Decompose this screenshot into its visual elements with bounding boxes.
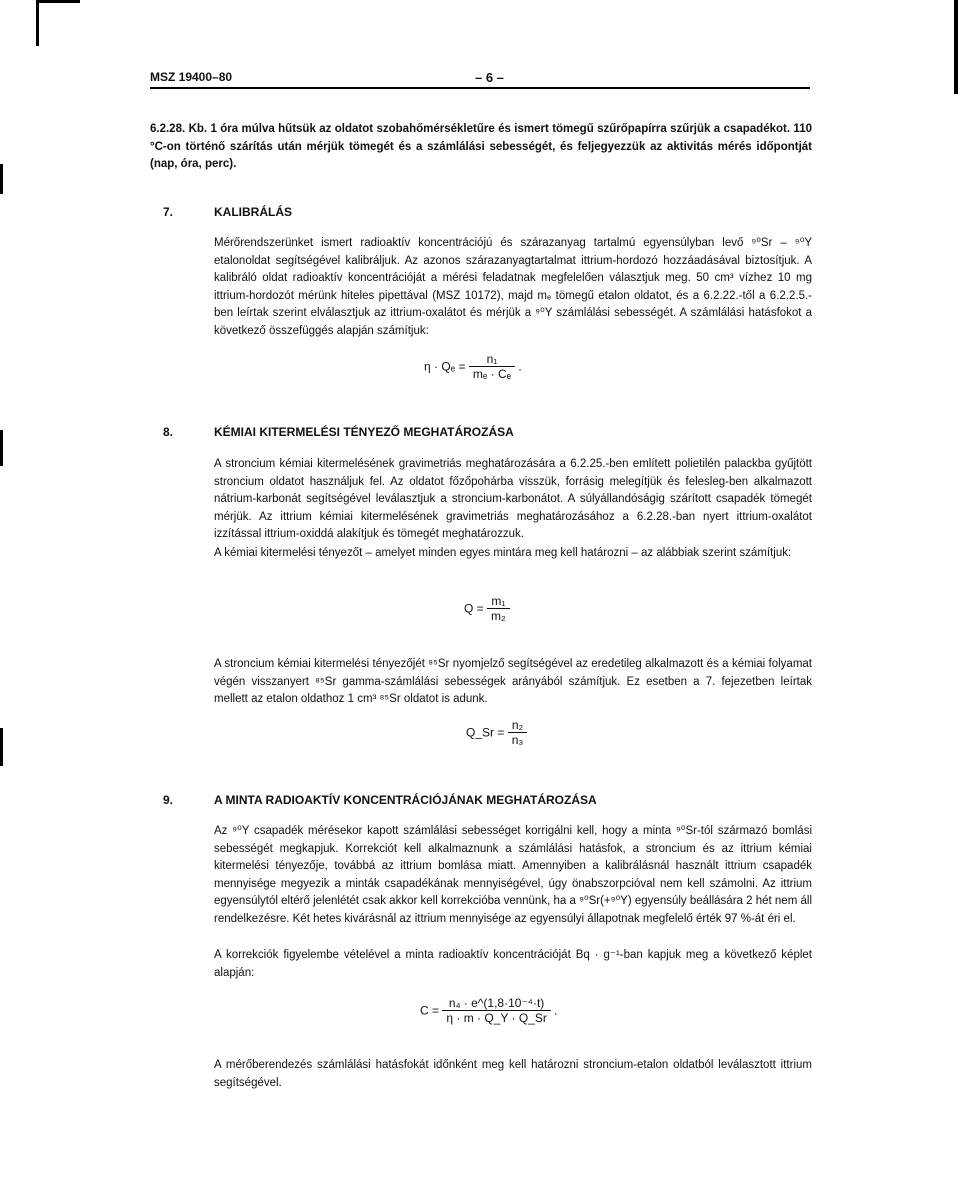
- section7-paragraph: [214, 235, 812, 341]
- header-rule: [150, 87, 810, 89]
- denominator: m₂: [491, 609, 506, 623]
- paragraph: Az ⁹⁰Y csapadék mérésekor kapott számlálási sebességet korrigálni kell, hogy a minta ⁹⁰Sr-tól származó bomlási sebességét megkapjuk. Korrekciót kell alkalmaznunk a számlálási hatásfok, a stroncium és az ittrium kémiai kitermelési tényezője, továbbá az ittrium bomlása miatt. Amennyiben a kalibrálásnál használt ittrium csapadék mennyisége megyezik a minták csapadékának mennyiségével, úgy önabszorpcióval nem kell számolni. Az ittrium egyensúlytól eltérő jelenlétét csak akkor kell korrekcióba vennünk, ha a ⁹⁰Sr(+⁹⁰Y) egyensúly beállására 2 hét nem áll rendelkezésre. Két hetes kivárásnál az ittrium mennyisége az egyensúlyi állapotnak megfelelő érték 97 %-át éri el.: [214, 825, 812, 925]
- fraction: [508, 718, 528, 747]
- fraction: [442, 996, 550, 1025]
- section-title: KÉMIAI KITERMELÉSI TÉNYEZŐ MEGHATÁROZÁSA: [214, 425, 514, 439]
- denominator: n₃: [511, 733, 524, 747]
- formula-trail: .: [518, 359, 522, 374]
- scan-frame-edge: [36, 0, 39, 46]
- section-title: A MINTA RADIOAKTÍV KONCENTRÁCIÓJÁNAK MEGHATÁROZÁSA: [214, 793, 597, 807]
- formula-trail: .: [554, 1003, 558, 1018]
- section-number: 9.: [163, 793, 174, 807]
- step-label: 6.2.28.: [150, 123, 186, 135]
- section8-paragraph1: [214, 456, 812, 544]
- numerator: n₁: [469, 352, 515, 367]
- paragraph: A stroncium kémiai kitermelési tényezőjét ⁸⁵Sr nyomjelző segítségével az eredetileg alkalmazott és a kémiai folyamat végén visszanyert ⁸⁵Sr gamma-számlálási sebességek arányából számítjuk. Ez esetben a 7. fejezetben leírtak mellett az etalon oldathoz 1 cm³ ⁸⁵Sr oldatot is adunk.: [214, 658, 812, 706]
- scan-tick: [0, 430, 3, 466]
- step-text: Kb. 1 óra múlva hűtsük az oldatot szobahőmérsékletűre és ismert tömegű szűrőpapírra szűrjük a csapadékot. 110 °C-on történő szárítás után mérjük tömegét és a számlálási sebességét, és feljegyezzük az aktivitás mérés időpontját (nap, óra, perc).: [150, 123, 812, 171]
- numerator: m₁: [487, 594, 510, 609]
- paragraph: A stroncium kémiai kitermelésének gravimetriás meghatározására a 6.2.25.-ben említett polietilén palackba gyűjtött stroncium oldatot használjuk fel. Az oldatot főzőpohárba visszük, forrásig melegítjük és felesleg-ben alkalmazott nátrium-karbonát segítségével leválasztjuk a stroncium-karbonátot. A súlyállandóságig szárított csapadék tömegét mérjük. Az ittrium kémiai kitermelésének gravimetriás meghatározásához a 6.2.28.-ban nyert ittrium-oxalátot izzítással ittrium-oxiddá alakítjuk és tömegét meghatározzuk.: [214, 458, 812, 541]
- paragraph: Mérőrendszerünket ismert radioaktív koncentrációjú és szárazanyag tartalmú egyensúlyban levő ⁹⁰Sr – ⁹⁰Y etalonoldat segítségével kalibráljuk. Az azonos szárazanyagtartalmat ittrium-hordozó hozzáadásával biztosítjuk. A kalibráló oldat radioaktív koncentrációját a mérési feladatnak megfelelően választjuk meg. 50 cm³ vízhez 10 mg ittrium-hordozót mérünk hiteles pipettával (MSZ 10172), majd mₑ tömegű etalon oldatot, és a 6.2.22.-től a 6.2.2.5.-ben leírtak szerint elválasztjuk az ittrium-oxalátot és mérjük a ⁹⁰Y számlálási sebességét. A számlálási hatásfokot a következő összefüggés alapján számítjuk:: [214, 237, 812, 337]
- numerator: n₂: [508, 718, 528, 733]
- paragraph: A korrekciók figyelembe vételével a minta radioaktív koncentrációját Bq · g⁻¹-ban kapjuk meg a következő képlet alapján:: [214, 949, 812, 979]
- section9-paragraph2: [214, 947, 812, 982]
- section9-paragraph1: [214, 823, 812, 929]
- formula-yield: [464, 594, 510, 623]
- formula-lhs: C =: [420, 1003, 440, 1018]
- page-number: – 6 –: [475, 70, 504, 85]
- page-header: [150, 64, 810, 92]
- section-number: 7.: [163, 205, 174, 219]
- scan-tick: [0, 728, 3, 766]
- section8-paragraph3: [214, 656, 812, 709]
- denominator: η · m · Q_Y · Q_Sr: [446, 1011, 547, 1025]
- section8-paragraph2: [214, 545, 812, 563]
- formula-concentration: [420, 996, 558, 1025]
- numerator: n₄ · e^(1,8·10⁻⁴·t): [442, 996, 550, 1011]
- formula-lhs: Q_Sr =: [466, 725, 505, 740]
- scan-tick: [0, 164, 3, 194]
- step-6228: [150, 121, 812, 174]
- section-title: KALIBRÁLÁS: [214, 205, 292, 219]
- formula-lhs: Q =: [464, 601, 484, 616]
- formula-lhs: η · Qₑ =: [424, 359, 466, 374]
- denominator: mₑ · Cₑ: [472, 367, 512, 381]
- section-number: 8.: [163, 425, 174, 439]
- section9-paragraph3: [214, 1057, 812, 1092]
- standard-id: MSZ 19400–80: [150, 70, 233, 84]
- formula-sr-yield: [466, 718, 527, 747]
- paragraph: A mérőberendezés számlálási hatásfokát időnként meg kell határozni stroncium-etalon oldatból leválasztott ittrium segítségével.: [214, 1059, 812, 1089]
- scan-bar: [954, 0, 958, 94]
- fraction: [487, 594, 510, 623]
- formula-efficiency: [424, 352, 522, 381]
- scan-frame-edge: [36, 0, 80, 3]
- paragraph: A kémiai kitermelési tényezőt – amelyet minden egyes mintára meg kell határozni – az alábbiak szerint számítjuk:: [214, 547, 792, 559]
- fraction: [469, 352, 515, 381]
